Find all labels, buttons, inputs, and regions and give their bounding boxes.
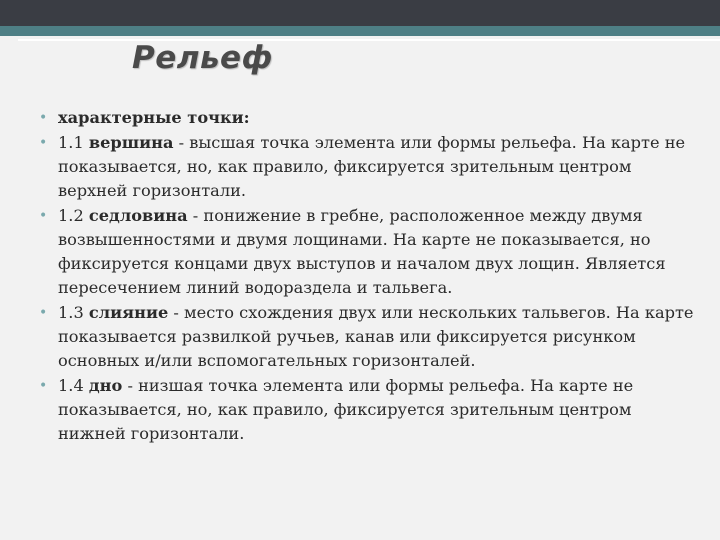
bullet-item [36,131,696,203]
bullet-term: вершина [88,133,174,152]
divider-line [18,39,720,41]
bullet-icon: • [39,135,48,151]
bullet-item [36,204,696,300]
bullet-prefix: 1.1 [58,133,89,152]
bullet-term: дно [88,376,123,395]
bullet-term: слияние [88,303,169,322]
bullet-icon: • [39,305,48,321]
bullet-item [36,301,696,373]
bullet-item [36,374,696,446]
accent-stripe [0,26,720,36]
bullet-list [36,106,696,447]
bullet-icon: • [39,110,48,126]
header-bar [0,0,720,26]
bullet-term: седловина [88,206,188,225]
bullet-prefix: 1.3 [58,303,89,322]
slide-title: Рельеф [132,40,273,76]
bullet-prefix: 1.4 [58,376,89,395]
bullet-text: - место схождения двух или нескольких тальвегов. На карте показывается развилкой ручьев, канав или фиксируется рисунком основных и/или вспомогательных горизонталей. [58,303,694,370]
bullet-term: характерные точки: [58,108,250,127]
bullet-text: - низшая точка элемента или формы рельефа. На карте не показывается, но, как правило, фиксируется зрительным центром нижней горизонтали. [58,376,634,443]
bullet-text: - понижение в гребне, расположенное между двумя возвышенностями и двумя лощинами. На карте не показывается, но фиксируется концами двух выступов и началом двух лощин. Является пересечением линий водораздела и тальвега. [58,206,666,297]
bullet-prefix: 1.2 [58,206,89,225]
bullet-item [36,106,696,130]
bullet-icon: • [39,208,48,224]
bullet-text: - высшая точка элемента или формы рельефа. На карте не показывается, но, как правило, фиксируется зрительным центром верхней горизонтали. [58,133,686,200]
bullet-icon: • [39,378,48,394]
